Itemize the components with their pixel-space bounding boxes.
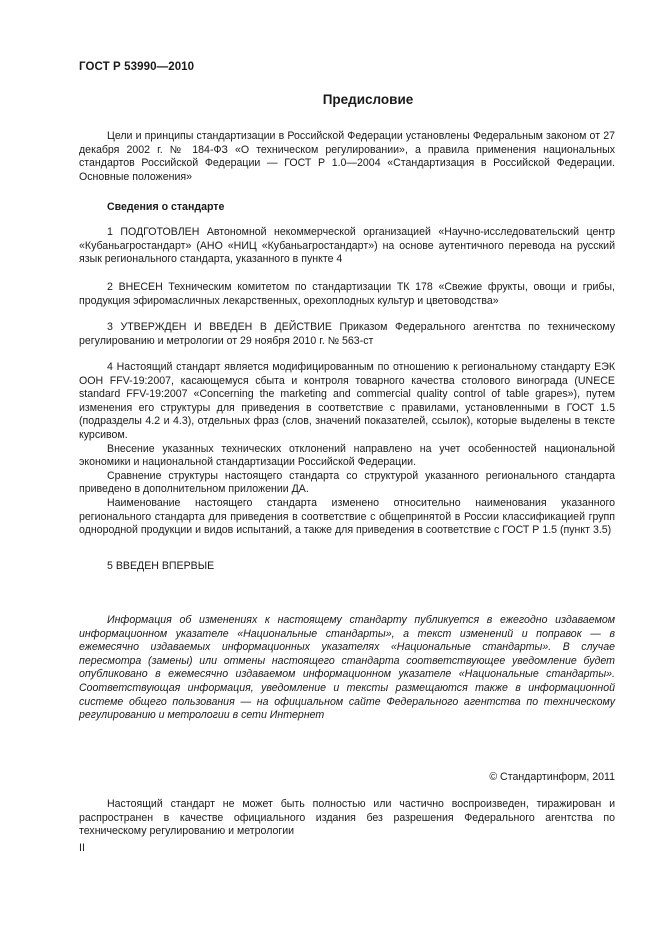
copyright-line: © Стандартинформ, 2011 bbox=[489, 771, 615, 783]
item-5-paragraph: 5 ВВЕДЕН ВПЕРВЫЕ bbox=[107, 560, 215, 572]
item-4-name-paragraph: Наименование настоящего стандарта изменено относительно наименования указанного регионального стандарта для приведения в соответствие с общепринятой в России классификацией групп однородной продукции и видов испытаний, а также для приведения в соответствие с ГОСТ Р 1.5 (пункт 3.5) bbox=[79, 496, 615, 537]
item-4-paragraph: 4 Настоящий стандарт является модифицированным по отношению к региональному стандарту ЕЭК ООН FFV-19:2007, касающемуся сбыта и контроля товарного качества столового винограда (UNECE standard FFV-19:2007 «Concerning the marketing and commercial quality control of table grapes»), путем изменения его структуры для приведения в соответствие с правилами, установленными в ГОСТ 1.5 (подразделы 4.2 и 4.3), отдельных фраз (слов, значений показателей, ссылок), которые выделены в тексте курсивом. bbox=[79, 361, 615, 441]
info-block bbox=[79, 614, 615, 723]
page-number: II bbox=[79, 842, 85, 854]
standard-code: ГОСТ Р 53990—2010 bbox=[79, 61, 195, 73]
item-3-block bbox=[79, 321, 615, 348]
section-subheading: Сведения о стандарте bbox=[107, 201, 225, 213]
notice-block bbox=[79, 798, 615, 839]
item-1-paragraph: 1 ПОДГОТОВЛЕН Автономной некоммерческой организацией «Научно-исследовательский центр «Кубаньагростандарт» (АНО «НИЦ «Кубаньагростандарт») на основе аутентичного перевода на русский язык регионального стандарта, указанного в пункте 4 bbox=[79, 226, 615, 266]
info-paragraph: Информация об изменениях к настоящему стандарту публикуется в ежегодно издаваемом информационном указателе «Национальные стандарты», а текст изменений и поправок — в ежемесячно издаваемых информационных указателях «Национальные стандарты». В случае пересмотра (замены) или отмены настоящего стандарта соответствующее уведомление будет опубликовано в ежемесячно издаваемом информационном указателе «Национальные стандарты». Соответствующая информация, уведомление и тексты размещаются также в информационной системе общего пользования — на официальном сайте Федерального агентства по техническому регулированию и метрологии в сети Интернет bbox=[79, 614, 615, 722]
item-2-block bbox=[79, 281, 615, 308]
intro-paragraph: Цели и принципы стандартизации в Российской Федерации установлены Федеральным законом от 27 декабря 2002 г. № 184-ФЗ «О техническом регулировании», а правила применения национальных стандартов Российской Федерации — ГОСТ Р 1.0—2004 «Стандартизация в Российской Федерации. Основные положения» bbox=[79, 130, 615, 183]
item-4-block bbox=[79, 361, 615, 538]
item-4-comparison-paragraph: Сравнение структуры настоящего стандарта со структурой указанного регионального стандарта приведено в дополнительном приложении ДА. bbox=[79, 469, 615, 496]
item-2-paragraph: 2 ВНЕСЕН Техническим комитетом по стандартизации ТК 178 «Свежие фрукты, овощи и грибы, продукция эфиромасличных лекарственных, орехоплодных культур и цветоводства» bbox=[79, 281, 615, 307]
item-5-block bbox=[79, 560, 615, 574]
item-1-block bbox=[79, 226, 615, 267]
intro-block bbox=[79, 130, 615, 184]
notice-paragraph: Настоящий стандарт не может быть полностью или частично воспроизведен, тиражирован и распространен в качестве официального издания без разрешения Федерального агентства по техническому регулированию и метрологии bbox=[79, 798, 615, 838]
item-4-deviation-paragraph: Внесение указанных технических отклонений направлено на учет особенностей национальной экономики и национальной стандартизации Российской Федерации. bbox=[79, 442, 615, 469]
item-3-paragraph: 3 УТВЕРЖДЕН И ВВЕДЕН В ДЕЙСТВИЕ Приказом Федерального агентства по техническому регулированию и метрологии от 29 ноября 2010 г. № 563-ст bbox=[79, 321, 615, 347]
page-title: Предисловие bbox=[322, 92, 414, 107]
